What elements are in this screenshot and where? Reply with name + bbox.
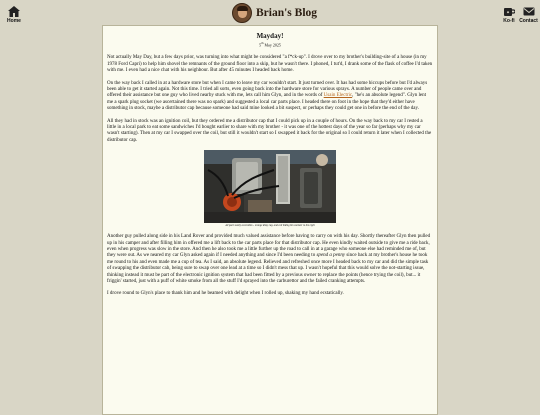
home-link[interactable] — [5, 6, 23, 24]
post-paragraph: Not actually May Day, but a few days prior, was turning into what might be considered "a f*ck-up". I drove over to my brother's building-site of a house (in my 1978 Ford Capri) to help him shovel the remnants of the ground floor into a skip, but he wasn't there. I phoned, I tut'd, I drank some of the flask of coffee I'd taken with me. I even had a nice chat with his neighbour. But after 45 minutes I headed back home. — [107, 55, 433, 74]
contact-link[interactable] — [519, 6, 538, 24]
mail-icon — [523, 6, 535, 17]
post-figure — [204, 150, 336, 227]
site-logo — [232, 3, 252, 23]
post-date: 5th May 2025 — [259, 41, 281, 48]
post-paragraph: All they had in stock was an ignition coil, but they ordered me a distributor cap that I could pick up in a couple of hours. On the way back to my car I rested a little in a local park to eat some sandwiches I'd bought earlier to share with my brother - it was one of the hottest days of the year so far (perhaps why my car wasn't starting). Then at my car I swapped over the coil, but still it wouldn't start so I swapped it back for the original so I could return it later when I collected the distributor cap. — [107, 118, 432, 143]
post-paragraph: Another guy pulled along side in his Land Rover and provided much valued assistance before having to carry on with his day. Shortly thereafter Glyn then pulled up in his camper and after filling him in offered me a lift back to the car parts place for that distributor cap. He even kindly waited outside to give me a ride back, even when progress was slow in the store. And then he also took me a little further up the road to call in at a garage who someone else had reminded me of, but they were out. As we neared my car Glyn asked again if I needed anything and since I'd been needing to spend a penny since back at my brother's house he took me round to his and even made me a cup of tea. As I said, an absolute legend. Relieved and refreshed once more I headed back to my car and did the simple task of swapping the distributor cab, being sure to swap over one lead at a time so I didn't mess that up. I wasn't hopeful that this would solve the not-starting issue, thinking instead it must be part of the electronic ignition system that had been fitted by a previous owner to replace the points (hence trying the coil), but... it friggin' started, just with a puff of white smoke from all the stuff I'd sprayed into the carburettor and the failed cranking attempts. — [107, 234, 431, 285]
kofi-label: Ko-fi — [503, 18, 515, 24]
kofi-link[interactable] — [501, 6, 517, 24]
site-title: Brian's Blog — [256, 7, 318, 19]
post-paragraph: I drove round to Glyn's place to thank him and he beamed with delight when I rolled up, shaking my hand ecstatically. — [107, 291, 344, 297]
engine-bay-photo[interactable] — [204, 150, 336, 223]
coffee-cup-icon — [503, 6, 515, 17]
post-paragraph: On the way back I called in at a hardware store but when I came to leave my car wouldn't start. It just turned over. It has had some hiccups before but I'd always been able to get it started again. Not this time. I tried all sorts, even going back into the hardware store for various sprays. A number of people came over and offered their assistance but one guy who lived nearby stuck with me, lets call him Glyn, and in the words of Usain Electric, "he's an absolute legend". Glyn lent me a spark plug socket (we ascertained there was no spark) and suggested a local car parts place. I headed there on foot in the hope that they'd either have something in stock, maybe a distributor cap because someone had said mine looked a bit suspect, or perhaps they could get one in before the end of the day. — [107, 80, 428, 112]
top-navigation — [0, 0, 540, 26]
home-label: Home — [7, 18, 21, 24]
photo-caption: All parts easily accessible... orange dizzy cap, and coil hiding bin canister to the right — [225, 224, 315, 228]
home-icon — [8, 6, 20, 17]
contact-label: Contact — [519, 18, 538, 24]
usain-electric-link[interactable]: Usain Electric — [323, 93, 353, 99]
post-title: Mayday! — [256, 32, 284, 40]
site-brand[interactable] — [232, 2, 317, 24]
blog-post — [102, 25, 438, 415]
